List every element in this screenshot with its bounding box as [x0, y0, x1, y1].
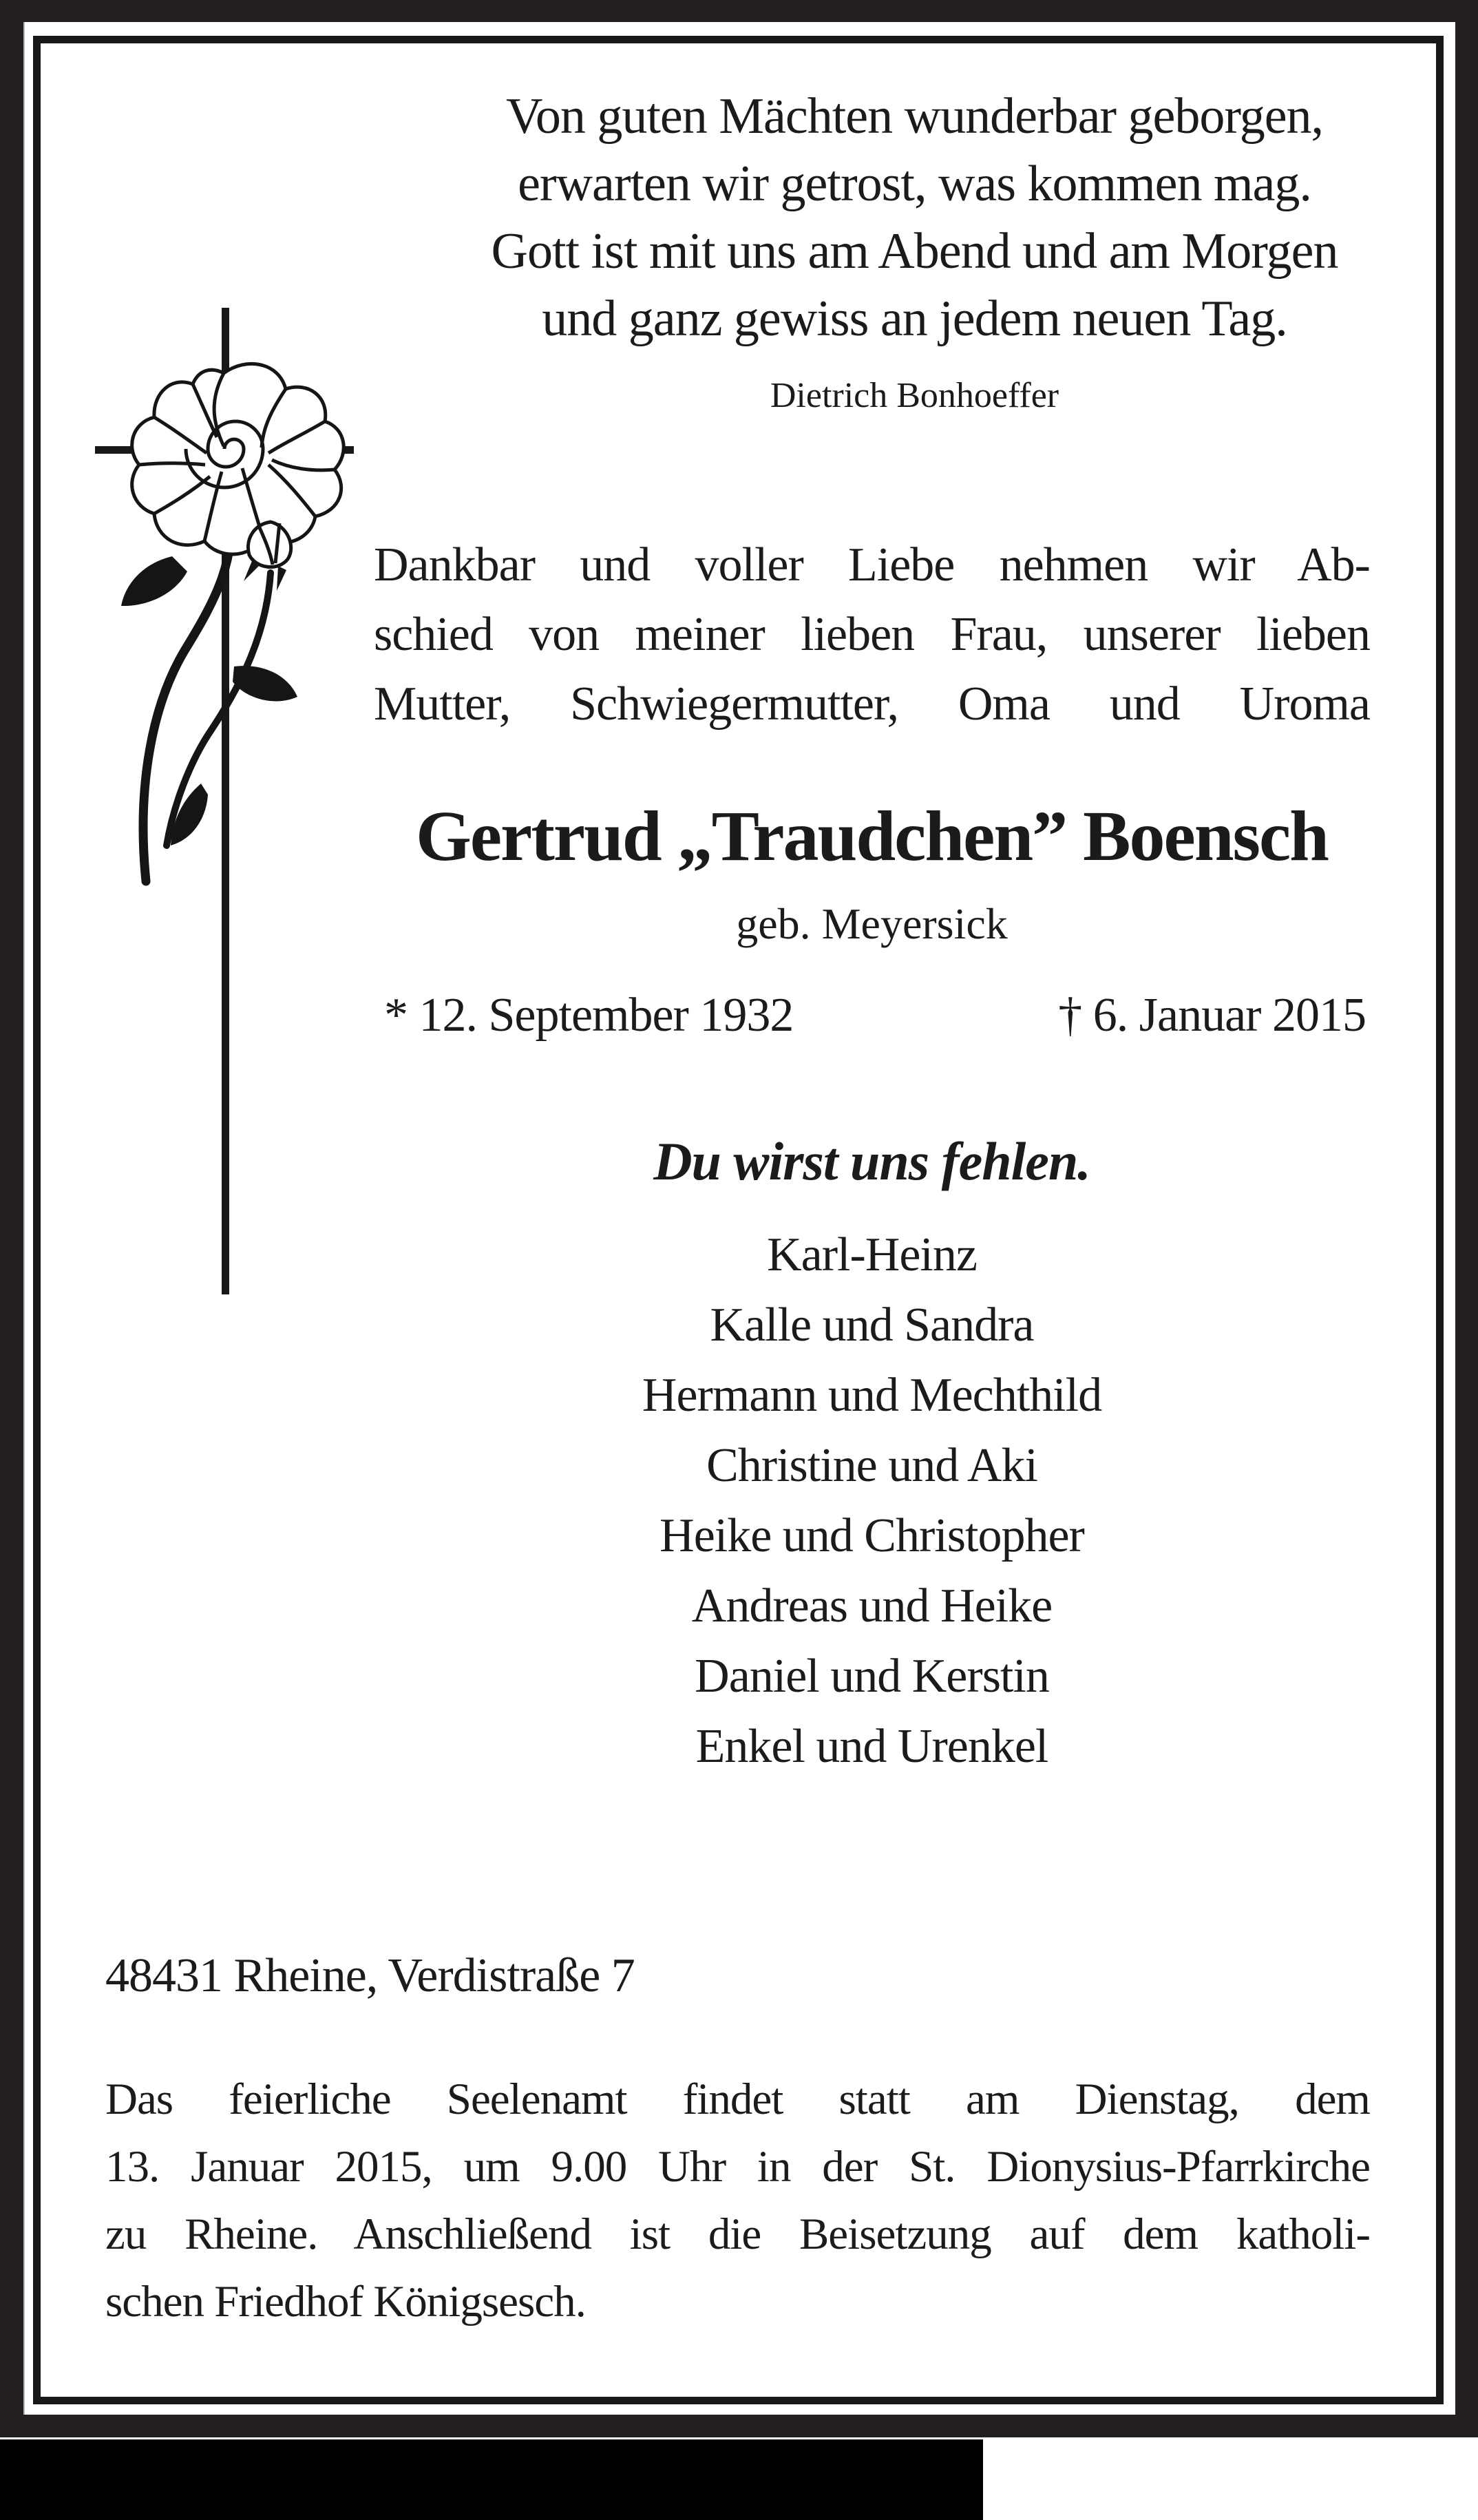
opening-quote-block: [416, 83, 1413, 417]
service-line: 13. Januar 2015, um 9.00 Uhr in der St. Dionysius-Pfarrkirche: [105, 2142, 1370, 2192]
address-text: 48431 Rheine, Verdistraße 7: [105, 1949, 635, 2002]
mourner-name: Andreas und Heike: [691, 1579, 1053, 1632]
cross-with-roses-icon: [69, 262, 413, 1294]
life-dates-row: [384, 988, 1366, 1043]
mourner-name: Karl-Heinz: [767, 1228, 977, 1281]
service-line: Das feierliche Seelenamt findet statt am Dienstag, dem: [105, 2075, 1370, 2124]
mourner-name: Hermann und Mechthild: [642, 1369, 1102, 1422]
mourner-name: Daniel und Kerstin: [695, 1650, 1049, 1703]
mourner-name: Kalle und Sandra: [710, 1299, 1034, 1352]
birth-date: * 12. September 1932: [384, 989, 794, 1042]
mourners-list: [374, 1220, 1370, 1782]
intro-line: schied von meiner lieben Frau, unserer lieben: [374, 608, 1370, 661]
quote-line: und ganz gewiss an jedem neuen Tag.: [542, 291, 1287, 347]
intro-line: Mutter, Schwiegermutter, Oma und Uroma: [374, 678, 1370, 731]
bottom-black-bar: [0, 2439, 983, 2520]
mourner-name: Heike und Christopher: [659, 1509, 1084, 1562]
maiden-name: geb. Meyersick: [736, 899, 1008, 948]
farewell-text: Du wirst uns fehlen.: [653, 1131, 1090, 1191]
quote-line: Von guten Mächten wunderbar geborgen,: [505, 88, 1324, 145]
scan-bottom-strip: [0, 2437, 1478, 2520]
intro-paragraph: [374, 530, 1370, 739]
quote-attribution: Dietrich Bonhoeffer: [770, 376, 1059, 415]
quote-line: erwarten wir getrost, was kommen mag.: [518, 156, 1311, 212]
service-line: schen Friedhof Königsesch.: [105, 2277, 586, 2327]
death-date: † 6. Januar 2015: [1058, 989, 1366, 1042]
quote-line: Gott ist mit uns am Abend und am Morgen: [491, 223, 1338, 280]
rose-bloom: [132, 364, 344, 554]
mourner-name: Christine und Aki: [706, 1439, 1037, 1492]
mourner-name: Enkel und Urenkel: [695, 1720, 1048, 1773]
intro-line: Dankbar und voller Liebe nehmen wir Ab-: [374, 538, 1370, 591]
service-paragraph: [105, 2066, 1370, 2335]
service-line: zu Rheine. Anschließend ist die Beisetzung auf dem katholi-: [105, 2209, 1370, 2259]
deceased-name: Gertrud „Traudchen” Boensch: [415, 797, 1328, 876]
